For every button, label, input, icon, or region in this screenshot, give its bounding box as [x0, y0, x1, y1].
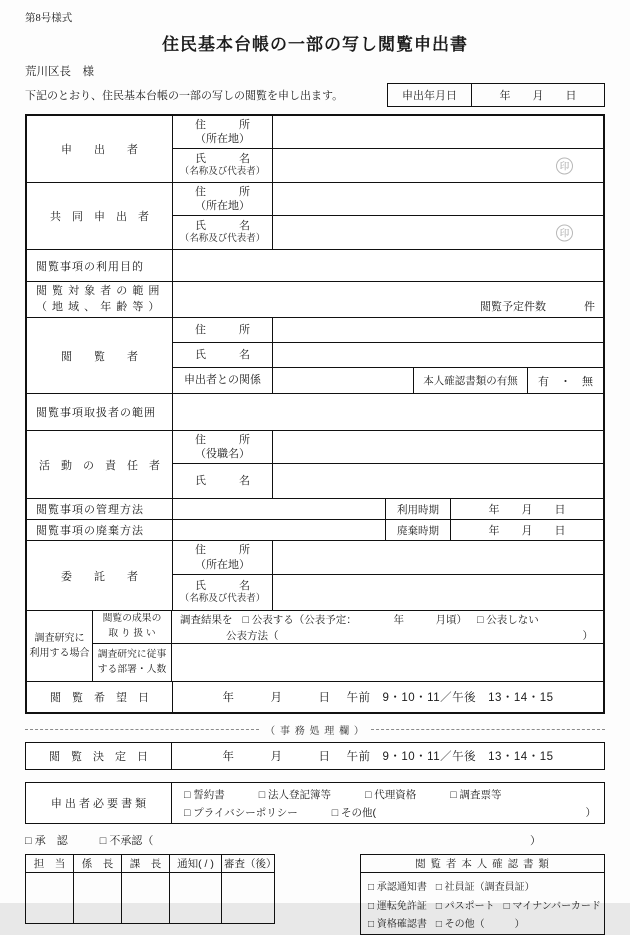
section-handler-scope — [27, 394, 603, 431]
viewer-name-label — [173, 343, 273, 367]
checkbox-proxy-qualification[interactable]: □ 代理資格 — [365, 788, 417, 801]
management-method-label: 閲覧事項の管理方法 — [27, 499, 173, 519]
staff-header-kacho: 課 長 — [122, 855, 170, 873]
use-period-label: 利用時期 — [386, 499, 451, 519]
viewer-id-documents-title: 閲 覧 者 本 人 確 認 書 類 — [361, 855, 604, 873]
purpose-field[interactable] — [173, 250, 603, 281]
decision-date-field[interactable] — [172, 743, 604, 769]
id-doc-presence-label: 本人確認書類の有無 — [414, 368, 528, 393]
handler-scope-label: 閲覧事項取扱者の範囲 — [27, 394, 173, 430]
staff-stamp-cell-tsuchi[interactable] — [170, 873, 222, 924]
activity-manager-label: 活 動 の 責 任 者 — [27, 431, 173, 498]
checkbox-qualification-cert[interactable]: □ 資格確認書 — [368, 919, 427, 930]
checkbox-mynumber-card[interactable]: □ マイナンバーカード — [503, 900, 601, 912]
viewer-name-field[interactable] — [273, 343, 603, 367]
handler-scope-field[interactable] — [173, 394, 603, 430]
section-management-method — [27, 499, 603, 520]
expected-count-unit: 件 — [584, 301, 595, 313]
checkbox-publish[interactable]: □ 公表する（公表予定： 年 月頃） — [242, 614, 468, 626]
section-research-use — [27, 611, 603, 682]
label-line2: （ 地 域 、 年 齢 等 ） — [36, 300, 161, 313]
viewer-id-documents-box — [360, 854, 605, 935]
decision-date-time: 午前 9・10・11／午後 13・14・15 — [346, 751, 554, 763]
use-period-field[interactable]: 年 月 日 — [488, 504, 566, 516]
manager-name-field[interactable] — [273, 464, 603, 498]
reject-close-paren: ） — [530, 835, 541, 847]
viewer-relation-field[interactable] — [273, 368, 414, 393]
purpose-label: 閲覧事項の利用目的 — [27, 250, 173, 281]
label-line2: （所在地） — [195, 558, 250, 571]
other-doc-close-paren: ） — [585, 806, 596, 819]
application-date-label: 申出年月日 — [388, 84, 472, 106]
publish-method-close: ） — [582, 630, 593, 642]
joint-applicant-label: 共 同 申 出 者 — [27, 183, 173, 249]
section-disposal-method — [27, 520, 603, 541]
label-line1: 調査研究に従事 — [97, 648, 167, 660]
label-line2: する部署・人数 — [97, 663, 167, 675]
consignor-address-label — [173, 541, 273, 574]
intro-row — [25, 83, 605, 107]
joint-name-label — [173, 216, 273, 249]
checkbox-drivers-license[interactable]: □ 運転免許証 — [368, 900, 427, 912]
label-line2: （名称及び代表者） — [179, 166, 266, 178]
manager-address-field[interactable] — [273, 431, 603, 463]
viewer-relation-label — [173, 368, 273, 393]
desired-date-label: 閲 覧 希 望 日 — [27, 682, 173, 712]
publish-prefix: 調査結果を — [180, 614, 233, 626]
section-consignor — [27, 541, 603, 611]
disposal-period-label: 廃棄時期 — [386, 520, 451, 540]
form-title: 住民基本台帳の一部の写し閲覧申出書 — [162, 35, 468, 54]
desired-date-time: 午前 9・10・11／午後 13・14・15 — [346, 692, 554, 704]
dashed-line — [25, 729, 259, 730]
label-line2: 利用する場合 — [29, 648, 90, 659]
declaration-text: 下記のとおり、住民基本台帳の一部の写しの閲覧を申し出ます。 — [25, 90, 344, 102]
management-method-field[interactable] — [173, 499, 386, 519]
section-applicant — [27, 116, 603, 183]
label-line1: 住 所 — [195, 323, 250, 336]
applicant-name-label — [173, 149, 273, 182]
label-line1: 氏 名 — [195, 474, 250, 487]
checkbox-other-id[interactable]: □ その他（ ） — [435, 919, 525, 930]
consignor-label: 委 託 者 — [27, 541, 173, 610]
staff-header-kakaricho: 係 長 — [74, 855, 122, 873]
joint-address-label — [173, 183, 273, 215]
label-line1: 閲覧の成果の — [102, 613, 162, 625]
label-line2: （役職名） — [195, 448, 250, 460]
desired-date-field[interactable] — [173, 682, 603, 712]
admin-section-label: （ 事 務 処 理 欄 ） — [265, 726, 365, 737]
label-line1: 氏 名 — [195, 153, 250, 166]
decision-date-label: 閲 覧 決 定 日 — [26, 743, 172, 769]
application-date-field[interactable]: 年 月 日 — [499, 90, 577, 102]
checkbox-approve[interactable]: □ 承 認 — [25, 835, 68, 847]
scope-label — [27, 282, 173, 317]
staff-stamp-cell-kakaricho[interactable] — [74, 873, 122, 924]
bottom-area — [25, 854, 605, 935]
consignor-address-field[interactable] — [273, 541, 603, 574]
section-desired-date — [27, 682, 603, 712]
checkbox-other-doc[interactable]: □ その他( — [331, 806, 376, 819]
research-dept-field[interactable] — [172, 644, 603, 681]
scope-field[interactable] — [173, 282, 603, 317]
label-line2: （所在地） — [195, 200, 250, 212]
section-scope — [27, 282, 603, 318]
expected-count-label: 閲覧予定件数 — [480, 301, 546, 313]
staff-approval-table — [25, 854, 275, 924]
research-outcome-field — [172, 611, 603, 643]
research-use-label — [27, 611, 93, 681]
applicant-address-label — [173, 116, 273, 148]
staff-header-shinsa: 審査（後） — [222, 855, 275, 873]
seal-icon: 印 — [556, 157, 573, 174]
approval-line — [25, 832, 541, 848]
viewer-address-field[interactable] — [273, 318, 603, 342]
applicant-name-field[interactable] — [273, 149, 603, 182]
admin-section-separator — [25, 722, 605, 737]
joint-name-field[interactable] — [273, 216, 603, 249]
section-viewer — [27, 318, 603, 394]
desired-date-ymd: 年 月 日 — [222, 692, 331, 704]
checkbox-corporate-registry[interactable]: □ 法人登記簿等 — [258, 788, 332, 801]
label-line2: 取 り 扱 い — [108, 628, 156, 639]
label-line1: 調査研究に — [34, 633, 85, 644]
applicant-label: 申 出 者 — [27, 116, 173, 182]
staff-stamp-cell-kacho[interactable] — [122, 873, 170, 924]
section-activity-manager — [27, 431, 603, 499]
viewer-address-label — [173, 318, 273, 342]
checkbox-reject[interactable]: □ 不承認（ — [99, 835, 154, 847]
checkbox-passport[interactable]: □ パスポート — [435, 900, 495, 912]
staff-stamp-cell-shinsa[interactable] — [222, 873, 275, 924]
checkbox-no-publish[interactable]: □ 公表しない — [477, 614, 539, 626]
checkbox-employee-id[interactable]: □ 社員証（調査員証） — [435, 882, 535, 893]
label-line1: 住 所 — [195, 544, 250, 557]
label-line2: （所在地） — [195, 133, 250, 145]
disposal-method-label: 閲覧事項の廃棄方法 — [27, 520, 173, 540]
disposal-method-field[interactable] — [173, 520, 386, 540]
label-line1: 住 所 — [195, 433, 250, 446]
label-line1: 申出者との関係 — [184, 374, 261, 387]
label-line2: （名称及び代表者） — [179, 593, 266, 605]
label-line1: 閲 覧 対 象 者 の 範 囲 — [36, 284, 161, 297]
checkbox-pledge[interactable]: □ 誓約書 — [184, 788, 225, 801]
manager-name-label — [173, 464, 273, 498]
required-documents-label: 申 出 者 必 要 書 類 — [26, 783, 172, 823]
decision-date-ymd: 年 月 日 — [222, 751, 331, 763]
staff-header-tanto: 担 当 — [26, 855, 74, 873]
consignor-name-label — [173, 575, 273, 610]
research-outcome-label — [93, 611, 172, 643]
label-line1: 氏 名 — [195, 348, 250, 361]
label-line1: 住 所 — [195, 185, 250, 198]
decision-date-box — [25, 742, 605, 770]
publish-method-label: 公表方法（ — [226, 630, 279, 642]
viewer-label: 閲 覧 者 — [27, 318, 173, 393]
staff-header-row — [26, 855, 275, 873]
checkbox-privacy-policy[interactable]: □ プライバシーポリシー — [184, 806, 298, 819]
staff-header-tsuchi: 通知( / ) — [170, 855, 222, 873]
manager-address-label — [173, 431, 273, 463]
label-line2: （名称及び代表者） — [179, 233, 266, 245]
required-documents-box — [25, 782, 605, 824]
research-dept-label — [93, 644, 172, 681]
label-line1: 住 所 — [195, 118, 250, 131]
label-line1: 氏 名 — [195, 220, 250, 233]
seal-icon: 印 — [556, 224, 573, 241]
dashed-line — [371, 729, 605, 730]
disposal-period-field[interactable]: 年 月 日 — [488, 525, 566, 537]
section-purpose — [27, 250, 603, 282]
staff-stamp-cell-tanto[interactable] — [26, 873, 74, 924]
main-table — [25, 114, 605, 714]
addressee: 荒川区長 様 — [25, 66, 94, 78]
form-number: 第8号様式 — [25, 13, 73, 24]
checkbox-approval-notice[interactable]: □ 承認通知書 — [368, 882, 427, 893]
checkbox-survey-form[interactable]: □ 調査票等 — [450, 788, 502, 801]
joint-address-field[interactable] — [273, 183, 603, 215]
section-joint-applicant — [27, 183, 603, 250]
staff-stamp-row — [26, 873, 275, 924]
label-line1: 氏 名 — [195, 580, 250, 593]
application-date-box — [387, 83, 605, 107]
applicant-address-field[interactable] — [273, 116, 603, 148]
id-doc-presence-choice[interactable]: 有 ・ 無 — [538, 375, 593, 388]
consignor-name-field[interactable] — [273, 575, 603, 610]
